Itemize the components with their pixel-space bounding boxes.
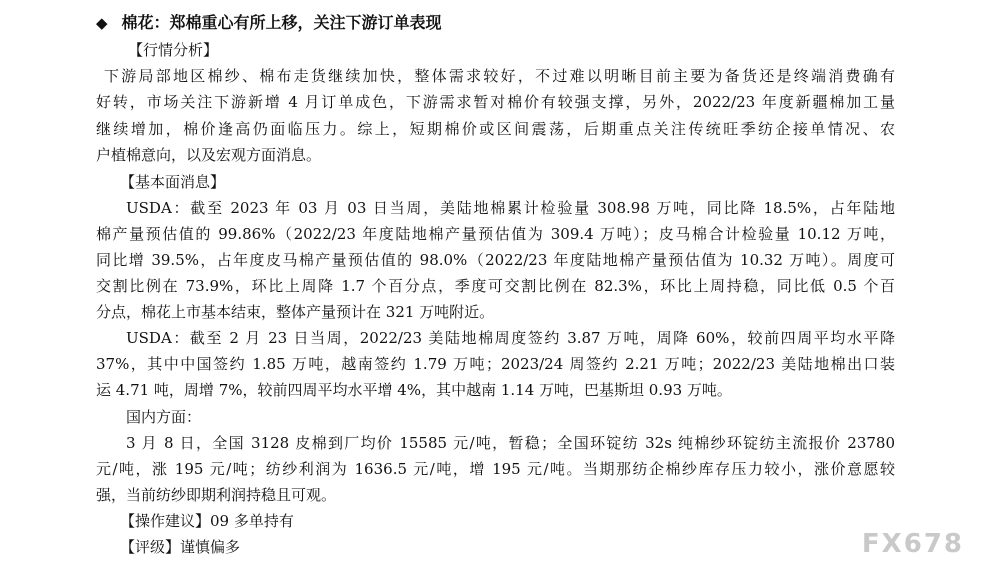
operation-value: 09 多单持有 (210, 512, 294, 530)
heading-title: 棉花：郑棉重心有所上移，关注下游订单表现 (121, 13, 442, 32)
watermark-logo: FX678 (861, 529, 964, 559)
diamond-bullet-icon: ◆ (96, 14, 108, 32)
rating-value: 谨慎偏多 (180, 538, 241, 556)
paragraph-line: 强，当前纺纱即期利润持稳且可观。 (96, 486, 337, 504)
paragraph-line: USDA：截至 2 月 23 日当周，2022/23 美陆地棉周度签约 3.87 万吨，周降 60%，较前四周平均水平降 (126, 329, 895, 347)
paragraph-line: 继续增加，棉价逢高仍面临压力。综上，短期棉价或区间震荡，后期重点关注传统旺季纺企接单情况、农 (96, 120, 895, 138)
paragraph-line: 3 月 8 日，全国 3128 皮棉到厂均价 15585 元/吨，暂稳；全国环锭纺 32s 纯棉纱环锭纺主流报价 23780 (126, 434, 895, 452)
operation-advice (120, 511, 294, 532)
paragraph-line: 下游局部地区棉纱、棉布走货继续加快，整体需求较好，不过难以明晰目前主要为备货还是终端消费确有 (104, 67, 895, 85)
paragraph-line: 好转，市场关注下游新增 4 月订单成色，下游需求暂对棉价有较强支撑，另外，2022/23 年度新疆棉加工量 (96, 93, 895, 111)
domestic-label: 国内方面： (126, 408, 202, 426)
paragraph-line: USDA：截至 2023 年 03 月 03 日当周，美陆地棉累计检验量 308.98 万吨，同比降 18.5%，占年陆地 (126, 199, 895, 217)
paragraph-line: 交割比例在 73.9%，环比上周降 1.7 个百分点，季度可交割比例在 82.3%，环比上周持稳，同比低 0.5 个百 (96, 277, 895, 295)
rating-label: 【评级】 (120, 538, 181, 556)
section-heading (96, 11, 442, 35)
fundamentals-label: 【基本面消息】 (120, 173, 226, 191)
paragraph-line: 运 4.71 吨，周增 7%，较前四周平均水平增 4%，其中越南 1.14 万吨，巴基斯坦 0.93 万吨。 (96, 381, 732, 399)
paragraph-line: 棉产量预估值的 99.86%（2022/23 年度陆地棉产量预估值为 309.4 万吨）；皮马棉合计检验量 10.12 万吨， (96, 225, 895, 243)
rating (120, 537, 240, 558)
paragraph-line: 37%，其中中国签约 1.85 万吨，越南签约 1.79 万吨；2023/24 周签约 2.21 万吨；2022/23 美陆地棉出口装 (96, 355, 895, 373)
paragraph-line: 元/吨，涨 195 元/吨；纺纱利润为 1636.5 元/吨，增 195 元/吨。当期那纺企棉纱库存压力较小，涨价意愿较 (96, 460, 895, 478)
paragraph-line: 分点，棉花上市基本结束，整体产量预计在 321 万吨附近。 (96, 303, 495, 321)
market-analysis-label: 【行情分析】 (128, 41, 219, 59)
operation-label: 【操作建议】 (120, 512, 211, 530)
paragraph-line: 户植棉意向，以及宏观方面消息。 (96, 146, 322, 164)
paragraph-line: 同比增 39.5%，占年度皮马棉产量预估值的 98.0%（2022/23 年度陆地棉产量预估值为 10.32 万吨）。周度可 (96, 251, 895, 269)
